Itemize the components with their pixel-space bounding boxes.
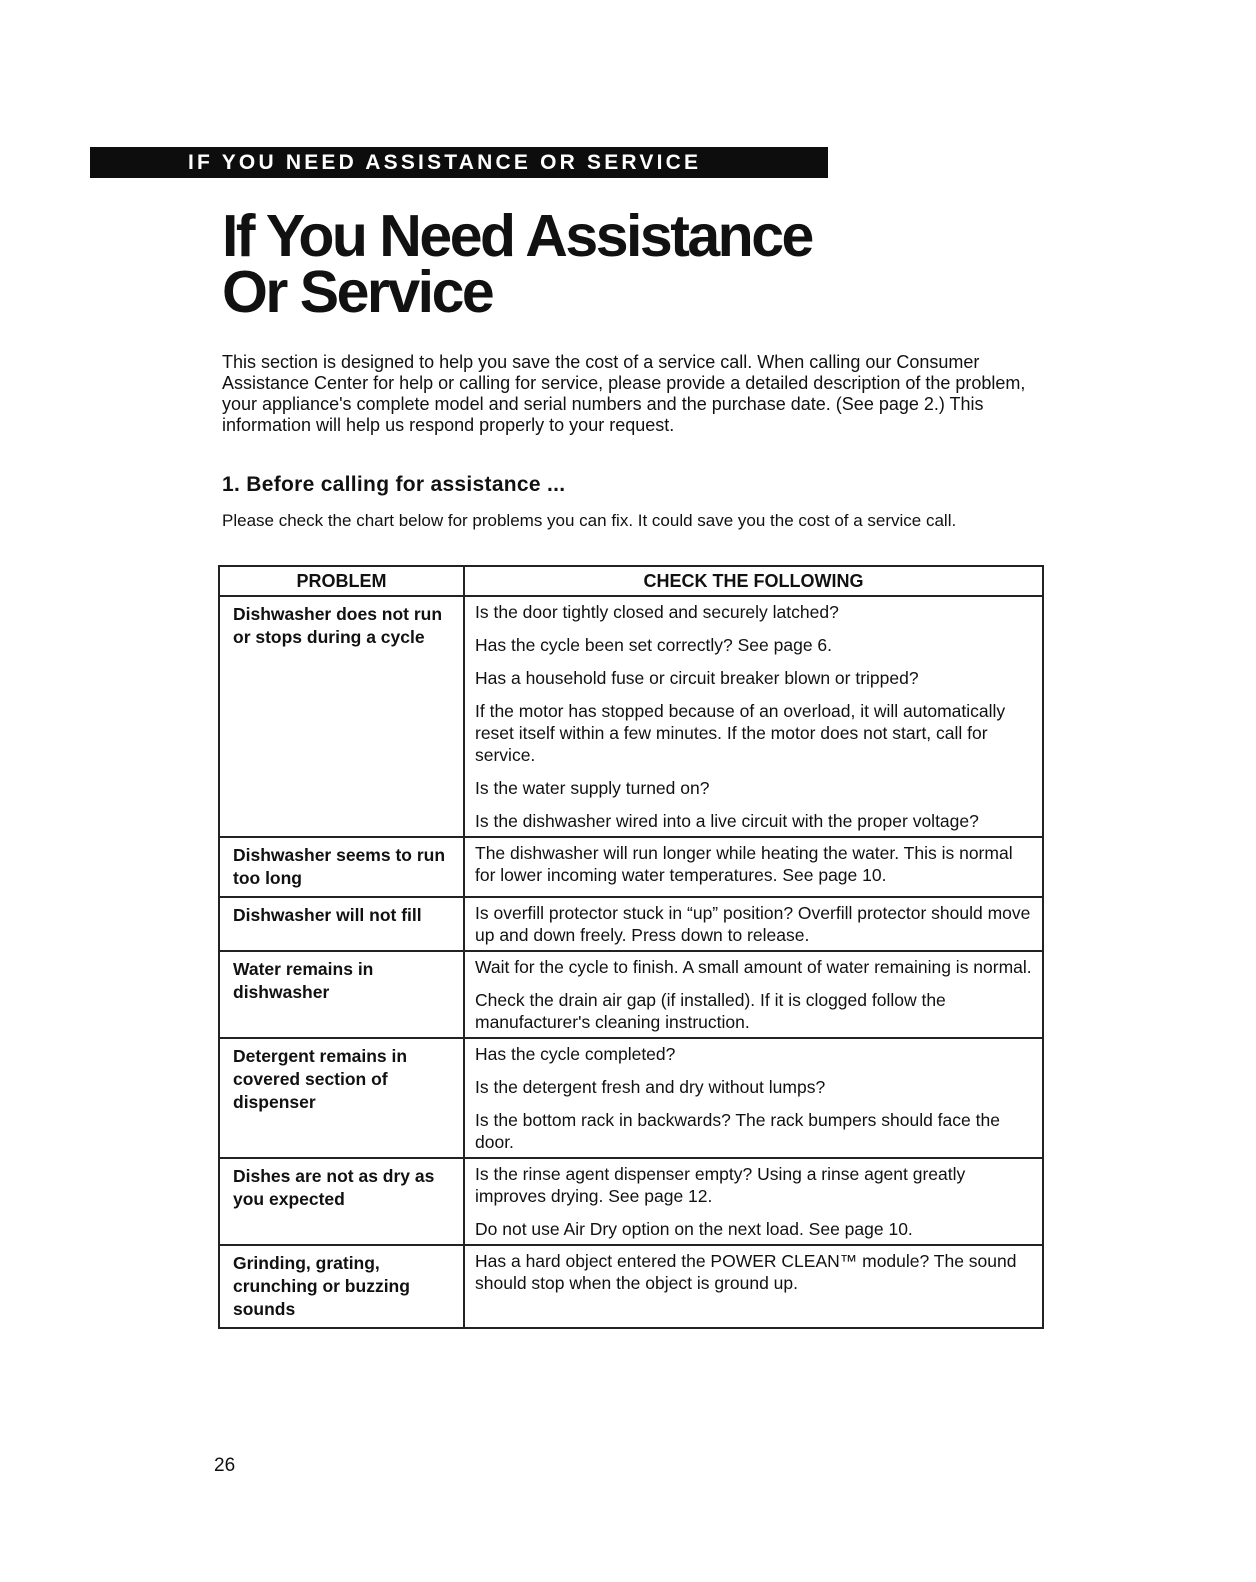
table-row <box>219 951 1043 1038</box>
problem-cell: Dishes are not as dry as you expected <box>219 1158 464 1245</box>
checks-cell <box>464 837 1043 897</box>
table-row <box>219 837 1043 897</box>
problem-cell: Grinding, grating, crunching or buzzing sounds <box>219 1245 464 1328</box>
problem-cell: Water remains in dishwasher <box>219 951 464 1038</box>
troubleshooting-table <box>218 565 1044 1329</box>
check-item: Is the door tightly closed and securely latched? <box>475 602 839 622</box>
section-heading: 1. Before calling for assistance ... <box>222 473 566 496</box>
table-body <box>219 596 1043 1328</box>
check-item: The dishwasher will run longer while heating the water. This is normal for lower incoming water temperatures. See page 10. <box>475 843 1013 885</box>
problem-cell: Dishwasher does not run or stops during a cycle <box>219 596 464 837</box>
page-title <box>222 203 812 325</box>
check-item: Is the rinse agent dispenser empty? Using a rinse agent greatly improves drying. See page 12. <box>475 1164 966 1206</box>
check-item: If the motor has stopped because of an overload, it will automatically reset itself within a few minutes. If the motor does not start, call for service. <box>475 701 1006 765</box>
check-item: Is the detergent fresh and dry without lumps? <box>475 1077 826 1097</box>
problem-cell: Dishwasher will not fill <box>219 897 464 951</box>
check-item: Has the cycle been set correctly? See page 6. <box>475 635 833 655</box>
check-item: Has the cycle completed? <box>475 1044 676 1064</box>
page-title-line-2: Or Service <box>222 259 493 325</box>
check-item: Has a household fuse or circuit breaker blown or tripped? <box>475 668 919 688</box>
table-header-row <box>219 566 1043 596</box>
table-row <box>219 1158 1043 1245</box>
checks-cell <box>464 897 1043 951</box>
section-note: Please check the chart below for problems you can fix. It could save you the cost of a service call. <box>222 511 957 530</box>
check-item: Has a hard object entered the POWER CLEAN™ module? The sound should stop when the object is ground up. <box>475 1251 1017 1293</box>
page-title-line-1: If You Need Assistance <box>222 203 812 269</box>
page-number: 26 <box>214 1455 236 1476</box>
check-item: Is the water supply turned on? <box>475 778 710 798</box>
table-row <box>219 1038 1043 1158</box>
intro-paragraph: This section is designed to help you save the cost of a service call. When calling our Consumer Assistance Center for help or calling for service, please provide a detailed description of the problem, your appliance's complete model and serial numbers and the purchase date. (See page 2.) This information will help us respond properly to your request. <box>222 352 1026 435</box>
check-item: Is the dishwasher wired into a live circuit with the proper voltage? <box>475 811 979 831</box>
checks-cell <box>464 596 1043 837</box>
section-banner: IF YOU NEED ASSISTANCE OR SERVICE <box>90 147 828 178</box>
checks-cell <box>464 1038 1043 1158</box>
checks-cell <box>464 1158 1043 1245</box>
problem-cell: Detergent remains in covered section of dispenser <box>219 1038 464 1158</box>
table-row <box>219 1245 1043 1328</box>
check-item: Is overfill protector stuck in “up” position? Overfill protector should move up and down freely. Press down to release. <box>475 903 1031 945</box>
check-item: Check the drain air gap (if installed). If it is clogged follow the manufacturer's cleaning instruction. <box>475 990 946 1032</box>
table-row <box>219 596 1043 837</box>
check-item: Is the bottom rack in backwards? The rack bumpers should face the door. <box>475 1110 1000 1152</box>
checks-cell <box>464 1245 1043 1328</box>
column-header-checks: CHECK THE FOLLOWING <box>464 566 1043 596</box>
table-row <box>219 897 1043 951</box>
check-item: Wait for the cycle to finish. A small amount of water remaining is normal. <box>475 957 1032 977</box>
column-header-problem: PROBLEM <box>219 566 464 596</box>
problem-cell: Dishwasher seems to run too long <box>219 837 464 897</box>
check-item: Do not use Air Dry option on the next load. See page 10. <box>475 1219 913 1239</box>
checks-cell <box>464 951 1043 1038</box>
